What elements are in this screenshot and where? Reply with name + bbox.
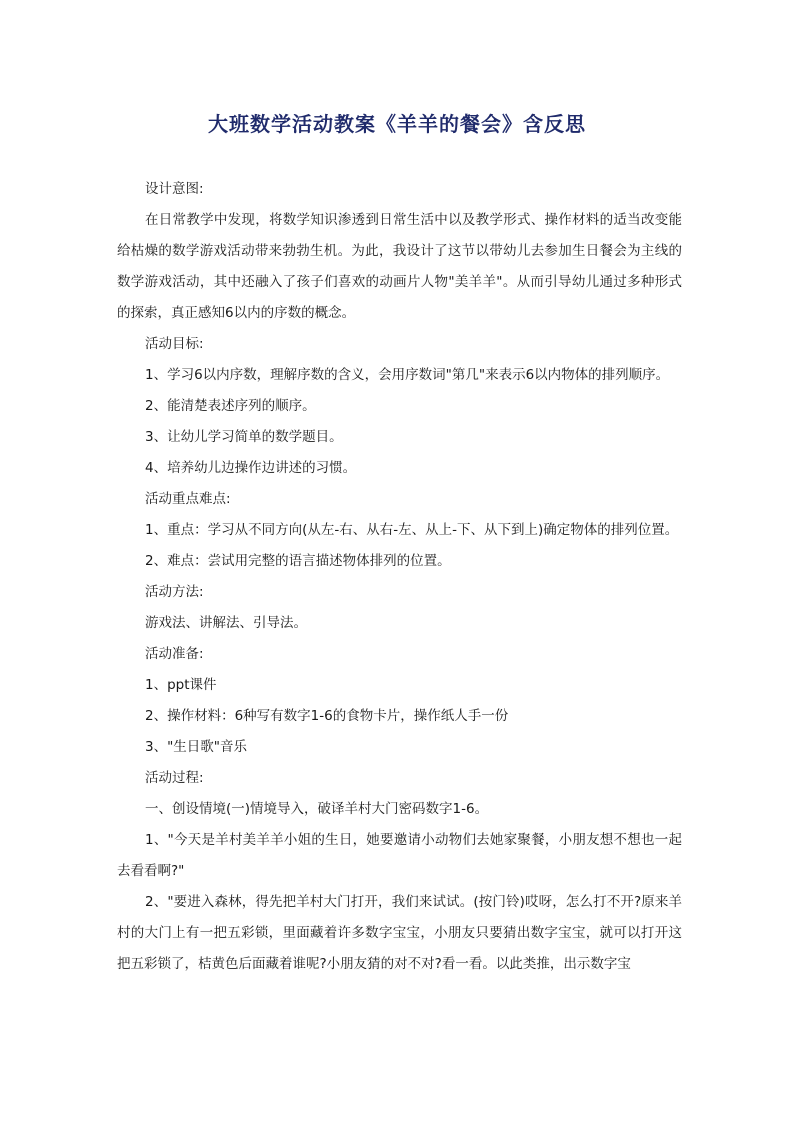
paragraph-design-intent: 在日常教学中发现，将数学知识渗透到日常生活中以及教学形式、操作材料的适当改变能给枯燥的数学游戏活动带来勃勃生机。为此，我设计了这节以带幼儿去参加生日餐会为主线的数学游戏活动，其中还融入了孩子们喜欢的动画片人物"美羊羊"。从而引导幼儿通过多种形式的探索，真正感知6以内的序数的概念。 bbox=[117, 212, 682, 321]
key-point-2: 2、难点：尝试用完整的语言描述物体排列的位置。 bbox=[145, 553, 451, 569]
goal-item-2: 2、能清楚表述序列的顺序。 bbox=[145, 398, 316, 414]
process-step-1: 一、创设情境(一)情境导入，破译羊村大门密码数字1-6。 bbox=[145, 801, 489, 817]
section-heading-preparation: 活动准备: bbox=[145, 646, 204, 662]
process-step-1-2: 2、"要进入森林，得先把羊村大门打开，我们来试试。(按门铃)哎呀，怎么打不开?原来羊村的大门上有一把五彩锁，里面藏着许多数字宝宝，小朋友只要猜出数字宝宝，就可以打开这把五彩锁了，桔黄色后面藏着谁呢?小朋友猜的对不对?看一看。以此类推，出示数字宝 bbox=[117, 894, 682, 972]
preparation-item-3: 3、"生日歌"音乐 bbox=[145, 739, 248, 755]
document-body bbox=[117, 174, 682, 980]
document-title: 大班数学活动教案《羊羊的餐会》含反思 bbox=[208, 112, 586, 136]
section-heading-key-points: 活动重点难点: bbox=[145, 491, 231, 507]
methods-text: 游戏法、讲解法、引导法。 bbox=[145, 615, 307, 631]
goal-item-3: 3、让幼儿学习简单的数学题目。 bbox=[145, 429, 343, 445]
preparation-item-2: 2、操作材料：6种写有数字1-6的食物卡片，操作纸人手一份 bbox=[145, 708, 509, 724]
goal-item-4: 4、培养幼儿边操作边讲述的习惯。 bbox=[145, 460, 357, 476]
section-heading-goals: 活动目标: bbox=[145, 336, 204, 352]
key-point-1: 1、重点：学习从不同方向(从左-右、从右-左、从上-下、从下到上)确定物体的排列位置。 bbox=[145, 522, 679, 538]
section-heading-design-intent: 设计意图: bbox=[145, 181, 204, 197]
preparation-item-1: 1、ppt课件 bbox=[145, 677, 217, 693]
section-heading-methods: 活动方法: bbox=[145, 584, 204, 600]
goal-item-1: 1、学习6以内序数，理解序数的含义，会用序数词"第几"来表示6以内物体的排列顺序。 bbox=[145, 367, 670, 383]
process-step-1-1: 1、"今天是羊村美羊羊小姐的生日，她要邀请小动物们去她家聚餐，小朋友想不想也一起去看看啊?" bbox=[117, 832, 682, 879]
section-heading-process: 活动过程: bbox=[145, 770, 204, 786]
